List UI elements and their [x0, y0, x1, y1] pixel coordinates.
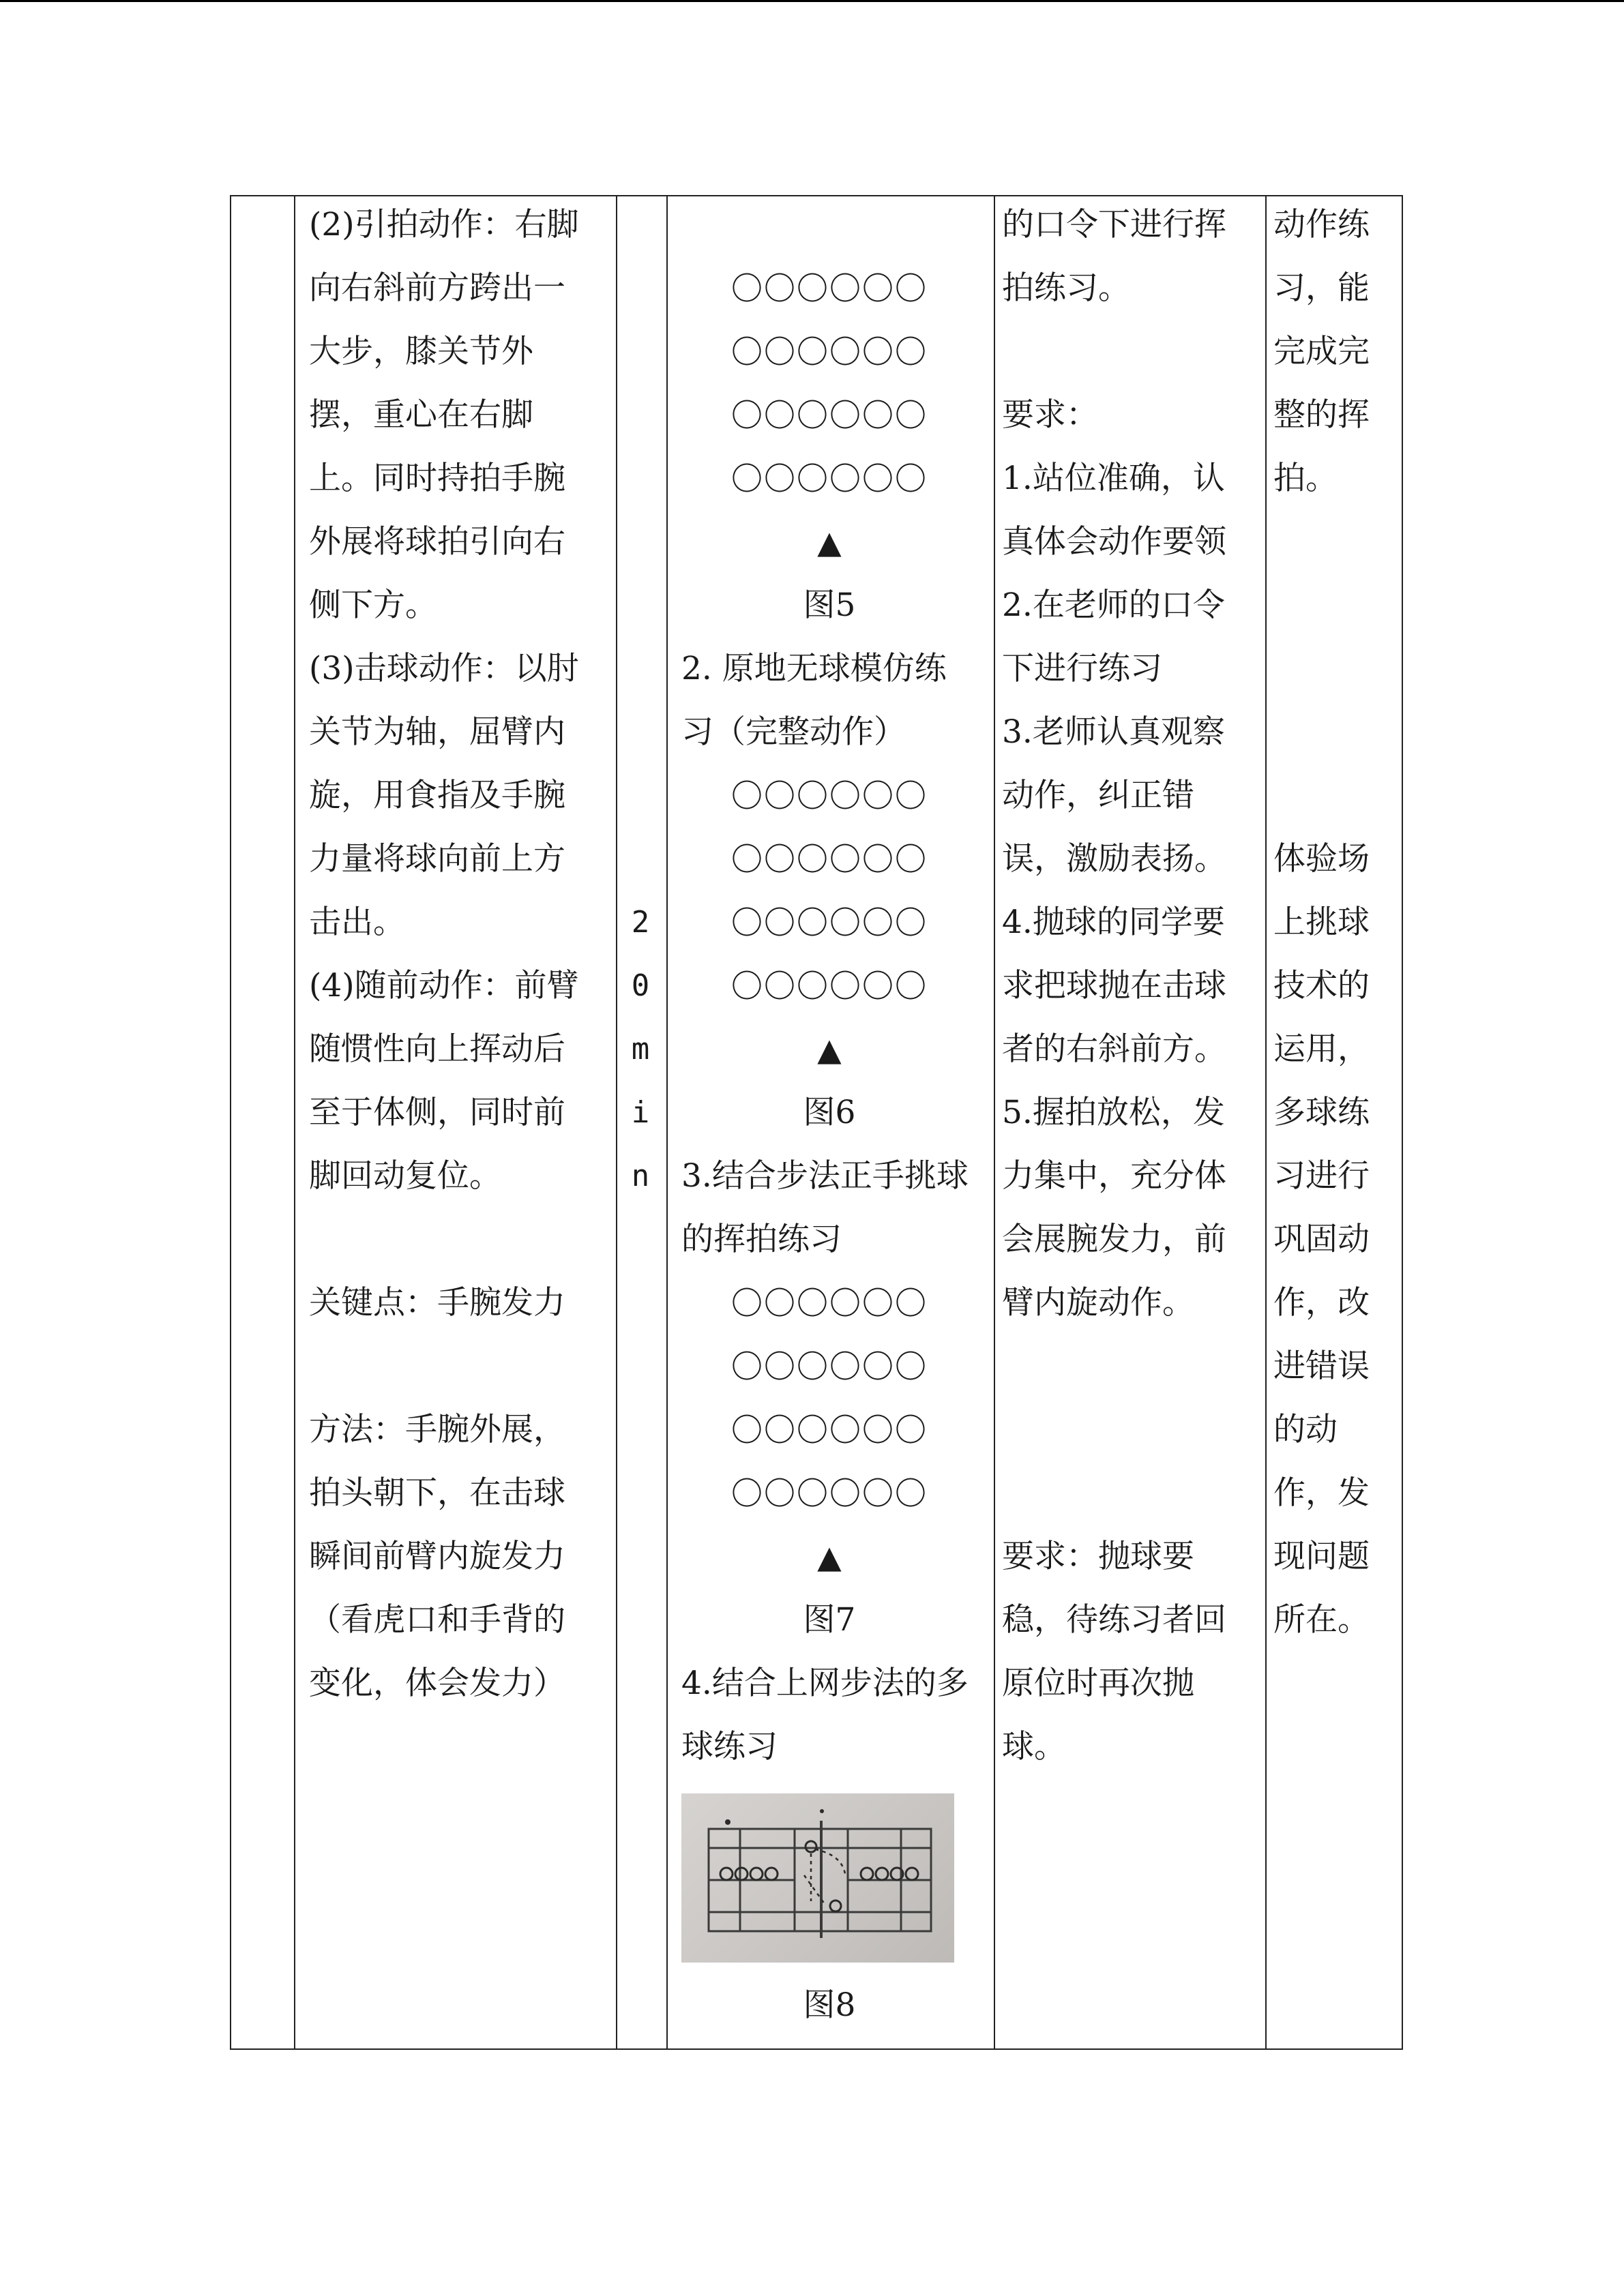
formation-row: 〇〇〇〇〇〇: [731, 397, 928, 434]
requirement-line: 下进行练习: [1002, 650, 1162, 687]
figure-caption: 图5: [803, 586, 856, 624]
formation-row: 〇〇〇〇〇〇: [731, 270, 928, 307]
purpose-line: 所在。: [1273, 1601, 1370, 1639]
formation-row: 〇〇〇〇〇〇: [731, 841, 928, 878]
method-line: 上。同时持拍手腕: [309, 460, 565, 497]
time-char: n: [631, 1159, 650, 1193]
formation-row: 〇〇〇〇〇〇: [731, 333, 928, 370]
key-point-line: 关键点：手腕发力: [309, 1284, 565, 1322]
time-char: 2: [631, 905, 650, 940]
drill-title: 习（完整动作）: [681, 713, 906, 751]
requirement-line: 真体会动作要领: [1002, 523, 1226, 561]
method-line: 侧下方。: [309, 586, 437, 624]
purpose-line: 运用，: [1273, 1030, 1370, 1068]
drill-title: 4.结合上网步法的多: [681, 1665, 969, 1702]
purpose-line: 现问题: [1273, 1538, 1370, 1575]
teacher-triangle-icon: ▲: [817, 1031, 842, 1068]
method-line: 拍头朝下，在击球: [309, 1474, 565, 1512]
purpose-line: 习，能: [1273, 269, 1370, 307]
method-line: （看虎口和手背的: [309, 1601, 565, 1639]
requirement-line: 会展腕发力，前: [1002, 1221, 1226, 1258]
formation-row: 〇〇〇〇〇〇: [731, 904, 928, 941]
purpose-line: 进错误: [1273, 1347, 1370, 1385]
method-line: (4)随前动作：前臂: [309, 967, 579, 1004]
purpose-line: 技术的: [1273, 967, 1370, 1004]
formation-row: 〇〇〇〇〇〇: [731, 1348, 928, 1385]
figure-caption: 图6: [803, 1094, 856, 1131]
purpose-column-cell: [1266, 196, 1402, 2049]
requirement-line: 的口令下进行挥: [1002, 206, 1226, 243]
method-line: 向右斜前方跨出一: [309, 269, 565, 307]
purpose-line: 作，发: [1273, 1474, 1370, 1512]
method-line: 力量将球向前上方: [309, 840, 565, 878]
requirement-line: 2.在老师的口令: [1002, 586, 1225, 624]
requirement-line: 稳，待练习者回: [1002, 1601, 1226, 1639]
method-line: 旋，用食指及手腕: [309, 777, 565, 814]
teacher-triangle-icon: ▲: [817, 1538, 842, 1575]
requirement-line: 求把球抛在击球: [1002, 967, 1226, 1004]
formation-row: 〇〇〇〇〇〇: [731, 1412, 928, 1448]
court-diagram-icon: [681, 1793, 954, 1963]
drill-title: 3.结合步法正手挑球: [681, 1157, 969, 1195]
requirement-line: 球。: [1002, 1728, 1066, 1765]
requirement-line: 5.握拍放松，发: [1002, 1094, 1225, 1131]
purpose-line: 巩固动: [1273, 1221, 1370, 1258]
figure-caption: 图8: [803, 1986, 856, 2024]
requirement-line: 误，激励表扬。: [1002, 840, 1226, 878]
figure-caption: 图7: [803, 1601, 856, 1639]
requirement-line: 力集中，充分体: [1002, 1157, 1226, 1195]
requirements-column-cell: [994, 196, 1266, 2049]
method-line: 外展将球拍引向右: [309, 523, 565, 561]
time-char: i: [631, 1095, 650, 1130]
teacher-triangle-icon: ▲: [817, 524, 842, 561]
purpose-line: 体验场: [1273, 840, 1370, 878]
requirement-line: 臂内旋动作。: [1002, 1284, 1194, 1322]
time-char: 0: [631, 968, 650, 1003]
court-diagram-photo: [681, 1793, 954, 1963]
purpose-line: 多球练: [1273, 1094, 1370, 1131]
purpose-line: 拍。: [1273, 460, 1338, 497]
method-line: 随惯性向上挥动后: [309, 1030, 565, 1068]
method-line: 击出。: [309, 904, 405, 941]
method-line: (3)击球动作：以肘: [309, 650, 579, 687]
drill-title: 2. 原地无球模仿练: [681, 650, 947, 687]
table-row: [231, 196, 1402, 2049]
requirement-line: 动作，纠正错: [1002, 777, 1194, 814]
method-line: 变化，体会发力）: [309, 1665, 565, 1702]
method-line: 方法：手腕外展，: [309, 1411, 565, 1448]
page-top-border: [0, 0, 1624, 2]
formation-row: 〇〇〇〇〇〇: [731, 968, 928, 1004]
requirement-line: 要求：抛球要: [1002, 1538, 1194, 1575]
blank-column-cell: [231, 196, 295, 2049]
purpose-line: 上挑球: [1273, 904, 1370, 941]
method-line: 至于体侧，同时前: [309, 1094, 565, 1131]
organization-column-cell: [667, 196, 994, 2049]
method-line: 瞬间前臂内旋发力: [309, 1538, 565, 1575]
formation-row: 〇〇〇〇〇〇: [731, 460, 928, 497]
method-line: (2)引拍动作：右脚: [309, 206, 579, 243]
purpose-line: 完成完: [1273, 333, 1370, 370]
time-column-cell: [617, 196, 667, 2049]
requirement-line: 者的右斜前方。: [1002, 1030, 1226, 1068]
method-line: 大步，膝关节外: [309, 333, 533, 370]
formation-row: 〇〇〇〇〇〇: [731, 1285, 928, 1322]
purpose-line: 的动: [1273, 1411, 1338, 1448]
method-line: 关节为轴，屈臂内: [309, 713, 565, 751]
purpose-line: 习进行: [1273, 1157, 1370, 1195]
purpose-line: 作，改: [1273, 1284, 1370, 1322]
drill-title: 球练习: [681, 1728, 778, 1765]
method-column-cell: [295, 196, 617, 2049]
drill-title: 的挥拍练习: [681, 1221, 842, 1258]
requirement-line: 原位时再次抛: [1002, 1665, 1194, 1702]
purpose-line: 动作练: [1273, 206, 1370, 243]
lesson-plan-table: [230, 195, 1403, 2050]
method-line: 摆，重心在右脚: [309, 396, 533, 434]
method-line: 脚回动复位。: [309, 1157, 501, 1195]
requirement-line: 3.老师认真观察: [1002, 713, 1225, 751]
requirement-line: 拍练习。: [1002, 269, 1130, 307]
requirement-line: 4.抛球的同学要: [1002, 904, 1225, 941]
requirement-line: 要求：: [1002, 396, 1098, 434]
formation-row: 〇〇〇〇〇〇: [731, 1475, 928, 1512]
formation-row: 〇〇〇〇〇〇: [731, 777, 928, 814]
time-char: m: [631, 1032, 650, 1067]
purpose-line: 整的挥: [1273, 396, 1370, 434]
requirement-line: 1.站位准确，认: [1002, 460, 1225, 497]
